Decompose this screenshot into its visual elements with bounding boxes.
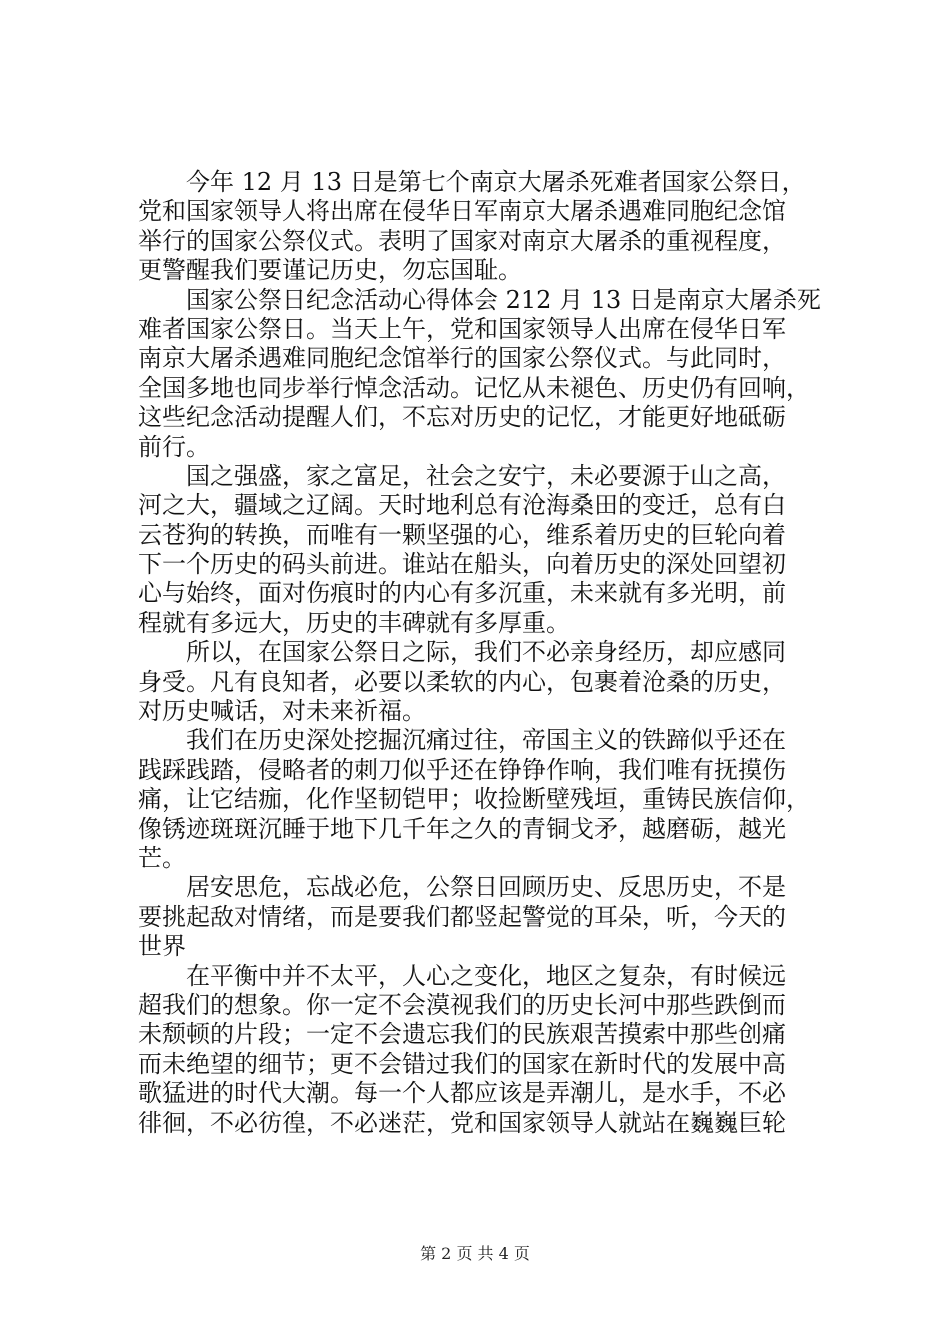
text-line: 前行。 [138, 432, 210, 461]
text-line: 今年 12 月 13 日是第七个南京大屠杀死难者国家公祭日， [186, 168, 806, 196]
text-line: 程就有多远大，历史的丰碑就有多厚重。 [138, 608, 570, 637]
text-line: 对历史喊话，对未来祈福。 [138, 697, 426, 726]
text-line: 心与始终，面对伤痕时的内心有多沉重，未来就有多光明，前 [138, 579, 786, 608]
text-line: 而未绝望的细节；更不会错过我们的国家在新时代的发展中高 [138, 1049, 786, 1078]
text-line: 所以，在国家公祭日之际，我们不必亲身经历，却应感同 [186, 638, 786, 667]
text-line: 举行的国家公祭仪式。表明了国家对南京大屠杀的重视程度， [138, 226, 786, 255]
text-line: 国之强盛，家之富足，社会之安宁，未必要源于山之高， [186, 461, 786, 490]
text-line: 云苍狗的转换，而唯有一颗坚强的心，维系着历史的巨轮向着 [138, 520, 786, 549]
text-line: 我们在历史深处挖掘沉痛过往，帝国主义的铁蹄似乎还在 [186, 726, 786, 755]
text-line: 痛，让它结痂，化作坚韧铠甲；收捡断壁残垣，重铸民族信仰， [138, 785, 810, 814]
text-line: 身受。凡有良知者，必要以柔软的内心，包裹着沧桑的历史， [138, 667, 786, 696]
text-line: 超我们的想象。你一定不会漠视我们的历史长河中那些跌倒而 [138, 990, 786, 1019]
text-line: 河之大，疆域之辽阔。天时地利总有沧海桑田的变迁，总有白 [138, 491, 786, 520]
text-line: 践踩践踏，侵略者的刺刀似乎还在铮铮作响，我们唯有抚摸伤 [138, 755, 786, 784]
paragraph-3 [138, 462, 838, 638]
text-line: 芒。 [138, 843, 186, 872]
text-line: 这些纪念活动提醒人们，不忘对历史的记忆，才能更好地砥砺 [138, 403, 786, 432]
text-line: 全国多地也同步举行悼念活动。记忆从未褪色、历史仍有回响， [138, 373, 810, 402]
paragraph-4 [138, 638, 838, 726]
text-line: 像锈迹斑斑沉睡于地下几千年之久的青铜戈矛，越磨砺，越光 [138, 814, 786, 843]
paragraph-6 [138, 873, 838, 961]
text-line: 居安思危，忘战必危，公祭日回顾历史、反思历史，不是 [186, 873, 786, 902]
text-line: 歌猛进的时代大潮。每一个人都应该是弄潮儿，是水手，不必 [138, 1079, 786, 1108]
text-line: 徘徊，不必彷徨，不必迷茫，党和国家领导人就站在巍巍巨轮 [138, 1108, 786, 1137]
text-line: 南京大屠杀遇难同胞纪念馆举行的国家公祭仪式。与此同时， [138, 344, 786, 373]
text-line: 要挑起敌对情绪，而是要我们都竖起警觉的耳朵，听，今天的 [138, 902, 786, 931]
paragraph-2 [138, 286, 838, 462]
text-line: 下一个历史的码头前进。谁站在船头，向着历史的深处回望初 [138, 550, 786, 579]
text-line: 世界 [138, 932, 186, 961]
paragraph-1 [138, 168, 838, 286]
text-line: 党和国家领导人将出席在侵华日军南京大屠杀遇难同胞纪念馆 [138, 197, 786, 226]
text-line: 未颓顿的片段；一定不会遗忘我们的民族艰苦摸索中那些创痛 [138, 1020, 786, 1049]
page-number-footer: 第 2 页 共 4 页 [420, 1244, 530, 1263]
paragraph-5 [138, 726, 838, 873]
text-line: 在平衡中并不太平，人心之变化，地区之复杂，有时候远 [186, 961, 786, 990]
text-line: 更警醒我们要谨记历史，勿忘国耻。 [138, 256, 522, 285]
body-text [138, 168, 838, 1138]
paragraph-7 [138, 962, 838, 1138]
text-line: 国家公祭日纪念活动心得体会 212 月 13 日是南京大屠杀死 [186, 285, 821, 314]
text-line: 难者国家公祭日。当天上午，党和国家领导人出席在侵华日军 [138, 314, 786, 343]
